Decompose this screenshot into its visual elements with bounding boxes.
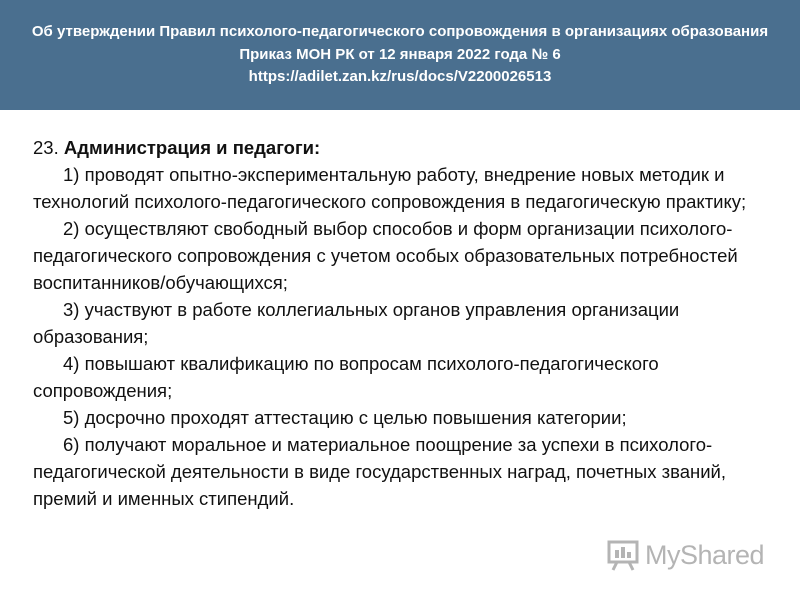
list-item: 6) получают моральное и материальное поощрение за успехи в психолого-педагогической деятельности в виде государственных наград, почетных званий, премий и именных стипендий. xyxy=(33,434,727,509)
presentation-board-icon xyxy=(607,538,641,572)
list-item: 4) повышают квалификацию по вопросам психолого-педагогического сопровождения; xyxy=(33,353,659,401)
section-title: Администрация и педагоги: xyxy=(63,137,321,158)
myshared-watermark xyxy=(607,536,777,576)
list-item: 2) осуществляют свободный выбор способов и форм организации психолого-педагогического сопровождения с учетом особых образовательных потребностей воспитанников/обучающихся; xyxy=(33,218,738,293)
section-heading xyxy=(33,134,768,161)
source-link[interactable]: https://adilet.zan.kz/rus/docs/V2200026513 xyxy=(248,68,552,85)
section-content xyxy=(33,134,768,512)
list-item: 1) проводят опытно-экспериментальную работу, внедрение новых методик и технологий психолого-педагогического сопровождения в педагогическую практику; xyxy=(33,164,747,212)
list-item: 5) досрочно проходят аттестацию с целью повышения категории; xyxy=(63,407,627,428)
order-reference: Приказ МОН РК от 12 января 2022 года № 6 xyxy=(239,46,561,63)
list-item: 3) участвуют в работе коллегиальных органов управления организации образования; xyxy=(33,299,680,347)
document-title: Об утверждении Правил психолого-педагогического сопровождения в организациях образования xyxy=(31,23,769,40)
watermark-text: MyShared xyxy=(645,540,765,570)
section-number: 23. xyxy=(33,137,59,158)
document-header xyxy=(0,0,800,110)
